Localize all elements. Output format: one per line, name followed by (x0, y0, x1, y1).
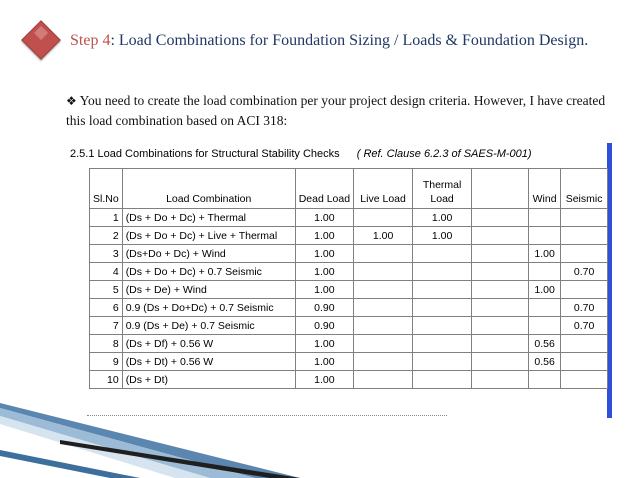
cell-thermal (413, 245, 472, 263)
header-seismic: Seismic (561, 169, 608, 209)
cell-no: 2 (90, 227, 123, 245)
cell-combo: 0.9 (Ds + Do+Dc) + 0.7 Seismic (122, 299, 295, 317)
cell-blank (472, 209, 529, 227)
cell-live (354, 335, 413, 353)
cell-thermal: 1.00 (413, 227, 472, 245)
table-row (90, 353, 608, 371)
table-screenshot (67, 143, 612, 418)
section-number: 2.5.1 (70, 148, 95, 160)
cell-blank (472, 335, 529, 353)
cell-blank (472, 371, 529, 389)
table-row (90, 317, 608, 335)
cell-dead: 1.00 (295, 281, 353, 299)
cell-seismic (561, 227, 608, 245)
cell-seismic (561, 353, 608, 371)
cell-wind (529, 209, 561, 227)
cell-live (354, 245, 413, 263)
cell-live (354, 263, 413, 281)
table-heading (70, 148, 532, 160)
cell-thermal (413, 281, 472, 299)
table-row (90, 245, 608, 263)
header-dead: Dead Load (295, 169, 353, 209)
cell-no: 8 (90, 335, 123, 353)
cell-wind: 0.56 (529, 335, 561, 353)
cell-thermal (413, 353, 472, 371)
cell-wind: 1.00 (529, 245, 561, 263)
load-combination-table (89, 168, 608, 389)
cell-thermal (413, 335, 472, 353)
cell-no: 6 (90, 299, 123, 317)
cell-blank (472, 299, 529, 317)
cell-combo: (Ds+Do + Dc) + Wind (122, 245, 295, 263)
cell-no: 9 (90, 353, 123, 371)
cell-thermal (413, 317, 472, 335)
cell-dead: 1.00 (295, 245, 353, 263)
cell-combo: (Ds + Do + Dc) + 0.7 Seismic (122, 263, 295, 281)
cell-wind (529, 371, 561, 389)
cell-thermal (413, 371, 472, 389)
cell-no: 3 (90, 245, 123, 263)
header-slno: Sl.No (90, 169, 123, 209)
table-row (90, 263, 608, 281)
cell-combo: (Ds + Do + Dc) + Thermal (122, 209, 295, 227)
cell-dead: 1.00 (295, 227, 353, 245)
cell-combo: (Ds + De) + Wind (122, 281, 295, 299)
reference-note: ( Ref. Clause 6.2.3 of SAES-M-001) (356, 148, 532, 160)
slide-title (70, 30, 615, 51)
cell-combo: (Ds + Df) + 0.56 W (122, 335, 295, 353)
cell-dead: 1.00 (295, 263, 353, 281)
table-row (90, 281, 608, 299)
header-combo: Load Combination (122, 169, 295, 209)
cell-live (354, 371, 413, 389)
cell-thermal (413, 263, 472, 281)
cell-live (354, 209, 413, 227)
cell-dead: 0.90 (295, 317, 353, 335)
header-blank (472, 169, 529, 209)
bullet-text: You need to create the load combination per your project design criteria. However, I have created this load combination based on ACI 318: (66, 93, 606, 128)
cell-live (354, 317, 413, 335)
cell-seismic: 0.70 (561, 317, 608, 335)
cell-thermal: 1.00 (413, 209, 472, 227)
cell-dead: 1.00 (295, 209, 353, 227)
cell-no: 4 (90, 263, 123, 281)
cell-live (354, 353, 413, 371)
table-row (90, 209, 608, 227)
cell-dead: 0.90 (295, 299, 353, 317)
cell-wind: 1.00 (529, 281, 561, 299)
cell-blank (472, 227, 529, 245)
cell-combo: (Ds + Dt) + 0.56 W (122, 353, 295, 371)
star-bullet-icon: ❖ (66, 94, 77, 108)
cell-blank (472, 353, 529, 371)
cell-seismic: 0.70 (561, 263, 608, 281)
cell-combo: 0.9 (Ds + De) + 0.7 Seismic (122, 317, 295, 335)
cell-wind (529, 317, 561, 335)
cell-live (354, 299, 413, 317)
cell-dead: 1.00 (295, 353, 353, 371)
cell-seismic (561, 281, 608, 299)
cell-live: 1.00 (354, 227, 413, 245)
cell-wind: 0.56 (529, 353, 561, 371)
cell-no: 1 (90, 209, 123, 227)
cell-seismic (561, 371, 608, 389)
cell-wind (529, 263, 561, 281)
table-row (90, 227, 608, 245)
cell-blank (472, 317, 529, 335)
cell-no: 10 (90, 371, 123, 389)
header-wind: Wind (529, 169, 561, 209)
cell-no: 5 (90, 281, 123, 299)
cell-no: 7 (90, 317, 123, 335)
cell-seismic (561, 335, 608, 353)
table-row (90, 299, 608, 317)
table-row (90, 371, 608, 389)
cell-combo: (Ds + Dt) (122, 371, 295, 389)
step-label: Step 4 (70, 32, 111, 49)
cell-dead: 1.00 (295, 335, 353, 353)
cell-blank (472, 263, 529, 281)
header-live: Live Load (354, 169, 413, 209)
cell-blank (472, 281, 529, 299)
header-thermal: Thermal Load (413, 169, 472, 209)
cell-seismic (561, 209, 608, 227)
bullet-diamond-icon (21, 20, 61, 60)
cell-seismic (561, 245, 608, 263)
cell-wind (529, 299, 561, 317)
cell-live (354, 281, 413, 299)
table-row (90, 335, 608, 353)
bullet-paragraph (66, 91, 616, 130)
cell-combo: (Ds + Do + Dc) + Live + Thermal (122, 227, 295, 245)
cell-dead: 1.00 (295, 371, 353, 389)
title-text: : Load Combinations for Foundation Sizing / Loads & Foundation Design. (110, 32, 589, 49)
cell-thermal (413, 299, 472, 317)
cell-wind (529, 227, 561, 245)
section-heading: Load Combinations for Structural Stability Checks (97, 148, 340, 160)
cell-blank (472, 245, 529, 263)
cell-seismic: 0.70 (561, 299, 608, 317)
decorative-corner-swoosh (0, 400, 300, 478)
